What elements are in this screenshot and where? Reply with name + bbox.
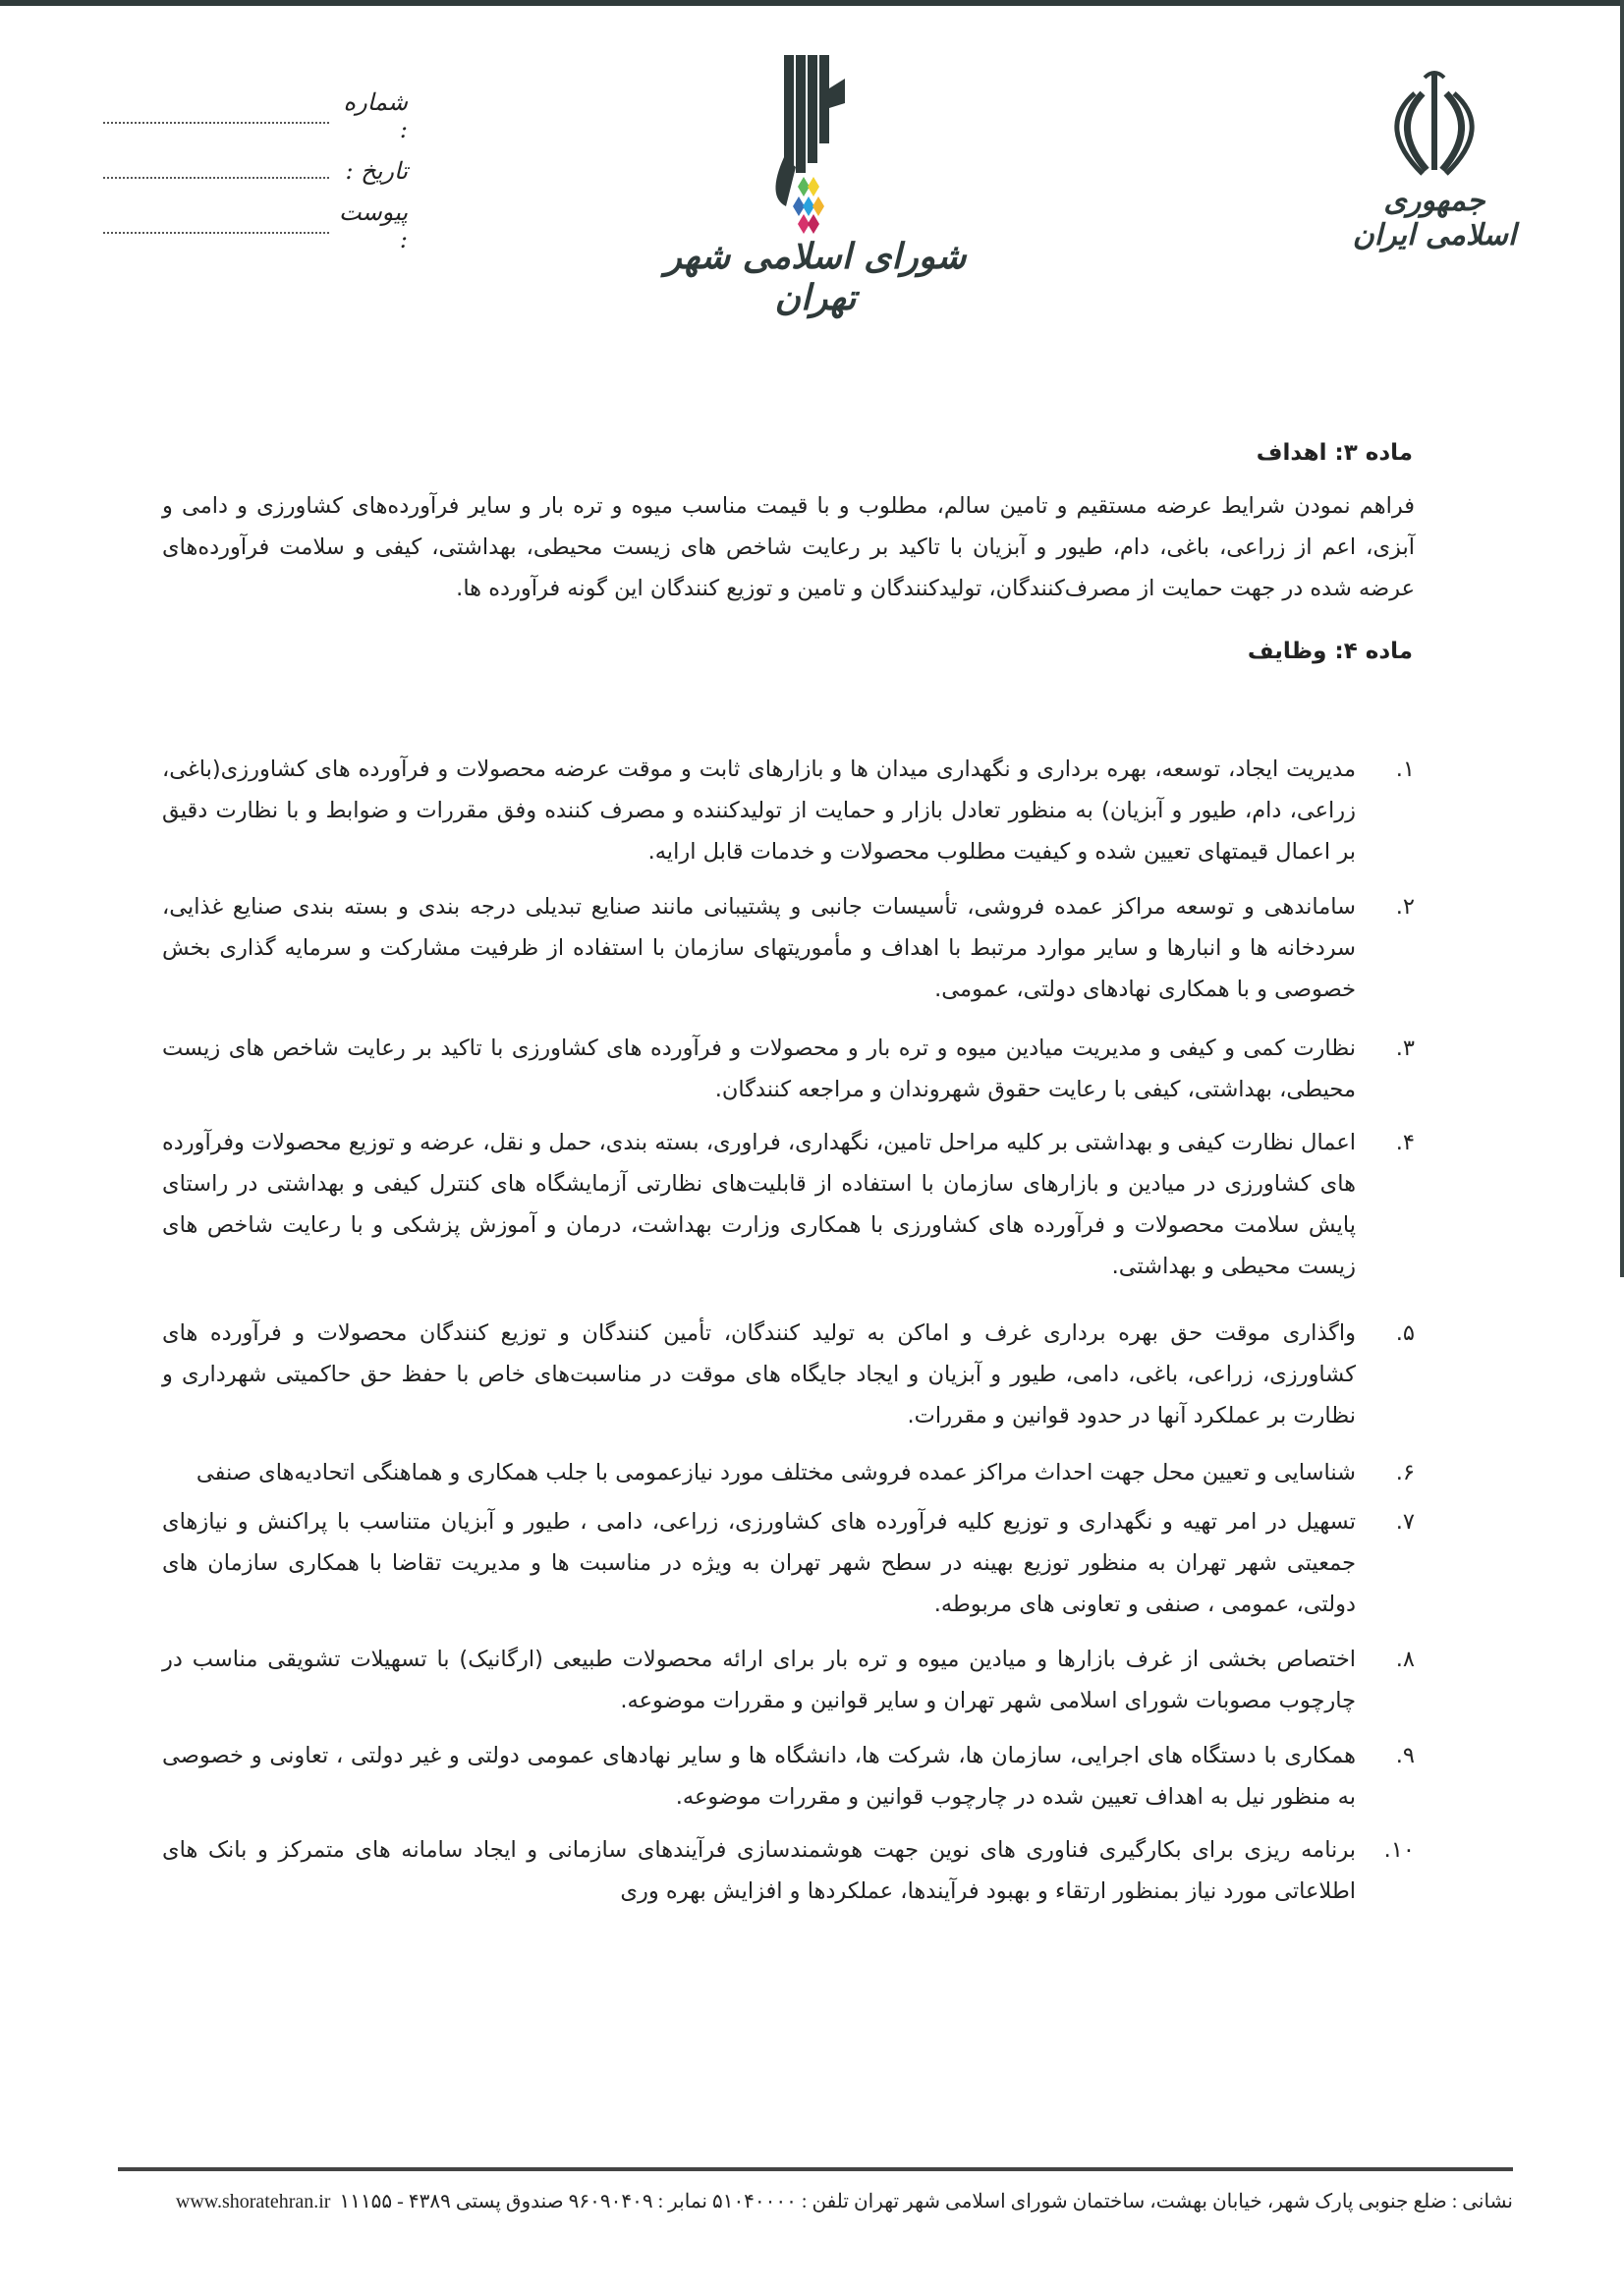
dotted-line xyxy=(103,108,329,124)
item-text: همکاری با دستگاه های اجرایی، سازمان ها، شرکت ها، دانشگاه ها و سایر نهادهای عمومی دولتی و غیر دولتی ، تعاونی و خصوصی به منظور نیل به اهداف تعیین شده در چارچوب قوانین و مقررات موضوعه. xyxy=(162,1743,1356,1810)
item-text: نظارت کمی و کیفی و مدیریت میادین میوه و تره بار و محصولات و فرآورده های کشاورزی با تاکید بر رعایت شاخص های زیست محیطی، بهداشتی، کیفی با رعایت حقوق شهروندان و مراجعه کنندگان. xyxy=(162,1036,1356,1102)
item-text: واگذاری موقت حق بهره برداری غرف و اماکن به تولید کنندگان، تأمین کنندگان و توزیع کنندگان محصولات و فرآورده های کشاورزی، زراعی، باغی، دامی، طیور و آبزیان و ایجاد جایگاه های موقت در مناسبت‌های خاص با حفظ حق حاکمیتی شهرداری و نظارت بر عملکرد آنها در حدود قوانین و مقررات. xyxy=(162,1320,1356,1428)
emblem-icon xyxy=(1336,64,1533,182)
iran-emblem xyxy=(1336,64,1533,252)
letter-fields xyxy=(93,88,408,253)
item-number: ۳. xyxy=(1395,1036,1415,1061)
item-text: تسهیل در امر تهیه و نگهداری و توزیع کلیه فرآورده های کشاورزی، زراعی، دامی ، طیور و آبزیان متناسب با پراکنش و نیازهای جمعیتی شهر تهران به منظور توزیع بهینه در سطح شهر تهران به ویژه در مناسبت ها و مدیریت تقاضا با همکاری سازمان های دولتی، عمومی ، صنفی و تعاونی های مربوطه. xyxy=(162,1509,1356,1617)
footer-address: نشانی : ضلع جنوبی پارک شهر، خیابان بهشت، ساختمان شورای اسلامی شهر تهران تلفن : ۵۱۰۴۰۰۰۰ نمابر : ۹۶۰۹۰۴۰۹ صندوق پستی ۴۳۸۹ - ۱۱۱۵۵ xyxy=(339,2191,1513,2212)
duty-item xyxy=(162,1639,1415,1721)
footer-website: www.shoratehran.ir xyxy=(175,2191,331,2212)
tehran-council-logo xyxy=(648,49,982,318)
duty-item xyxy=(162,1452,1415,1493)
item-number: ۹. xyxy=(1395,1743,1415,1768)
council-logo-text: شورای اسلامی شهر تهران xyxy=(664,236,967,318)
council-logo-icon xyxy=(648,49,982,236)
dotted-line xyxy=(103,163,329,179)
scan-edge-right xyxy=(1620,0,1624,1277)
item-number: ۵. xyxy=(1395,1320,1415,1346)
duty-item xyxy=(162,749,1415,872)
item-text: مدیریت ایجاد، توسعه، بهره برداری و نگهداری میدان ها و بازارهای ثابت و موقت عرضه محصولات و فرآورده های کشاورزی(باغی، زراعی، دام، طیور و آبزیان) به منظور تعادل بازار و حمایت از تولیدکننده و مصرف کننده وفق مقررات و ضوابط و با نظارت دقیق بر اعمال قیمتهای تعیین شده و کیفیت مطلوب محصولات و خدمات قابل ارایه. xyxy=(162,756,1356,865)
item-text: ساماندهی و توسعه مراکز عمده فروشی، تأسیسات جانبی و پشتیبانی مانند صنایع تبدیلی درجه بندی و بسته بندی صنایع غذایی، سردخانه ها و انبارها و سایر موارد مرتبط با اهداف و مأموریتهای سازمان با استفاده از ظرفیت مشارکت و سرمایه گذاری بخش خصوصی و با همکاری نهادهای دولتی، عمومی. xyxy=(162,894,1356,1002)
item-text: برنامه ریزی برای بکارگیری فناوری های نوین جهت هوشمندسازی فرآیندهای سازمانی و ایجاد سامانه های متمرکز و بانک های اطلاعاتی مورد نیاز بمنظور ارتقاء و بهبود فرآیندها، عملکردها و افزایش بهره وری xyxy=(162,1837,1356,1904)
duty-item xyxy=(162,1829,1415,1912)
item-text: اعمال نظارت کیفی و بهداشتی بر کلیه مراحل تامین، نگهداری، فراوری، بسته بندی، حمل و نقل، عرضه و توزیع محصولات وفرآورده های کشاورزی در میادین و بازارهای سازمان با استفاده از قابلیت‌های نظارتی آزمایشگاه های کنترل کیفی و بهداشتی در راستای پایش سلامت محصولات و فرآورده های کشاورزی با همکاری وزارت بهداشت، درمان و آموزش پزشکی و با رعایت شاخص های زیست محیطی و بهداشتی. xyxy=(162,1130,1356,1279)
item-number: ۴. xyxy=(1395,1130,1415,1155)
duty-item xyxy=(162,886,1415,1010)
duty-item xyxy=(162,1735,1415,1818)
number-field: شماره : xyxy=(93,88,408,143)
item-text: اختصاص بخشی از غرف بازارها و میادین میوه و تره بار برای ارائه محصولات طبیعی (ارگانیک) با تسهیلات تشویقی مناسب در چارچوب مصوبات شورای اسلامی شهر تهران و سایر قوانین و مقررات موضوعه. xyxy=(162,1647,1356,1713)
duty-item xyxy=(162,1501,1415,1625)
dotted-line xyxy=(103,218,329,234)
item-text: شناسایی و تعیین محل جهت احداث مراکز عمده فروشی مختلف مورد نیازعمومی با جلب همکاری و هماهنگی اتحادیه‌های صنفی xyxy=(196,1460,1356,1485)
item-number: ۷. xyxy=(1395,1509,1415,1535)
item-number: ۲. xyxy=(1395,894,1415,920)
duty-item xyxy=(162,1122,1415,1287)
article4-heading: ماده ۴: وظایف xyxy=(1247,639,1413,664)
item-number: ۶. xyxy=(1395,1460,1415,1485)
duty-item xyxy=(162,1028,1415,1110)
attachment-field: پیوست : xyxy=(93,198,408,253)
footer xyxy=(118,2189,1513,2213)
item-number: ۱. xyxy=(1395,756,1415,782)
footer-divider xyxy=(118,2167,1513,2171)
emblem-text: جمهوری اسلامی ایران xyxy=(1352,184,1517,252)
article3-body: فراهم نمودن شرایط عرضه مستقیم و تامین سالم، مطلوب و با قیمت مناسب میوه و تره بار و سایر فرآورده‌های کشاورزی و دامی و آبزی، اعم از زراعی، باغی، دام، طیور و آبزیان با تاکید بر رعایت شاخص های زیست محیطی، بهداشتی، کیفی و سلامت فرآورده‌های عرضه شده در جهت حمایت از مصرف‌کنندگان، تولیدکنندگان و تامین و توزیع کنندگان این گونه فرآورده ها. xyxy=(162,493,1415,601)
item-number: ۸. xyxy=(1395,1647,1415,1672)
duty-item xyxy=(162,1313,1415,1436)
date-field: تاریخ : xyxy=(93,143,408,198)
article3-heading: ماده ۳: اهداف xyxy=(1256,440,1413,466)
scan-edge xyxy=(0,0,1624,6)
item-number: ۱۰. xyxy=(1383,1837,1415,1863)
